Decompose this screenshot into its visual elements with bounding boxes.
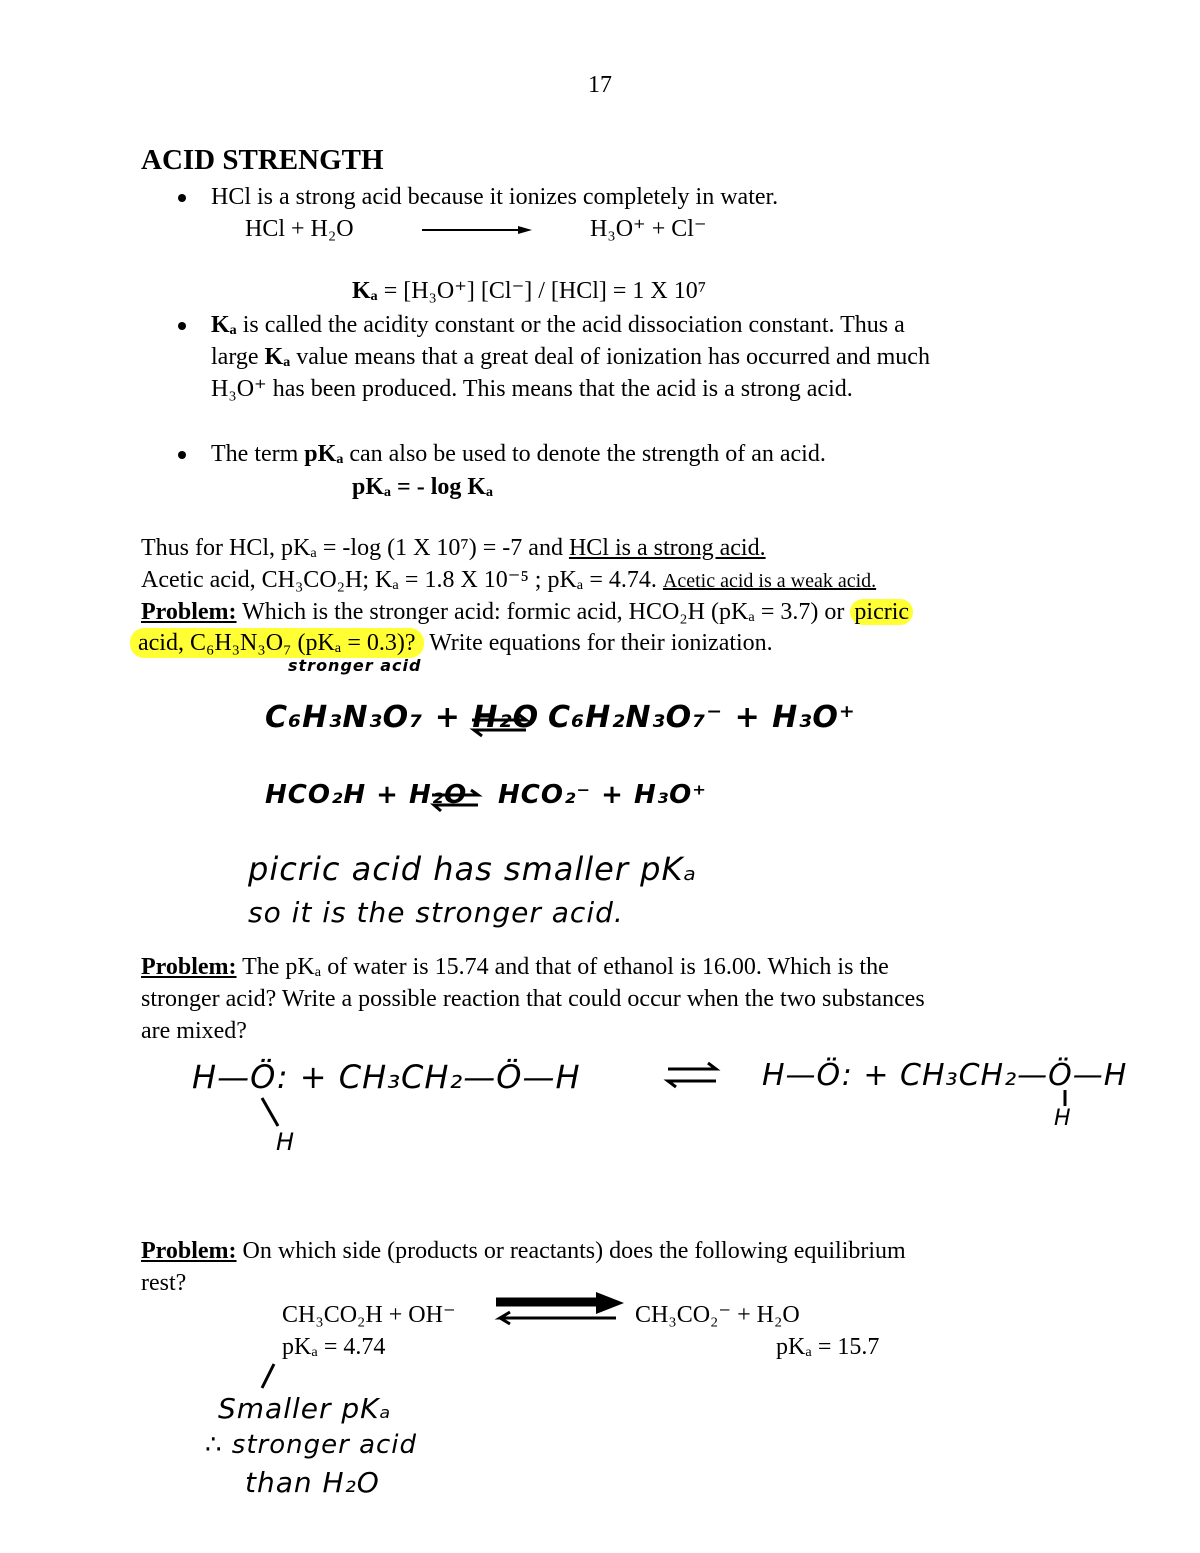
equilibrium-arrows-icon	[492, 1292, 628, 1328]
bullet	[178, 322, 186, 330]
text: is called the acidity constant or the acid dissociation constant. Thus a	[236, 312, 905, 338]
para-line	[141, 597, 913, 627]
para-line: rest?	[141, 1270, 187, 1296]
underlined-text: Acetic acid is a weak acid.	[662, 570, 877, 592]
handwritten-atom: H	[1054, 1106, 1072, 1131]
handwritten-atom: H	[276, 1128, 296, 1156]
equation-left: HCl + H₂O	[245, 216, 354, 242]
equation-right: CH₃CO₂⁻ + H₂O	[635, 1302, 800, 1328]
bullet-text: HCl is a strong acid because it ionizes completely in water.	[211, 184, 779, 210]
text: The term	[211, 441, 305, 467]
highlighted-text: acid, C₆H₃N₃O₇ (pKₐ = 0.3)?	[130, 628, 424, 658]
para-line	[141, 533, 766, 563]
text: large	[211, 344, 265, 370]
text: Which is the stronger acid: formic acid, HCO₂H (pKₐ = 3.7) or	[236, 599, 851, 625]
para-line: are mixed?	[141, 1018, 247, 1044]
ka-expression: = [H₃O⁺] [Cl⁻] / [HCl] = 1 X 10⁷	[377, 278, 707, 304]
handwritten-reaction: H—Ö: + CH₃CH₂—Ö—H	[192, 1058, 581, 1096]
handwritten-conclusion: picric acid has smaller pKₐ	[248, 850, 697, 888]
pka-value: pKₐ = 15.7	[776, 1334, 880, 1360]
handwritten-note: than H₂O	[245, 1466, 380, 1499]
equation-left: CH₃CO₂H + OH⁻	[282, 1302, 456, 1328]
text: Thus for HCl, pKₐ = -log (1 X 10⁷) = -7 and	[141, 535, 569, 561]
underlined-text: HCl is a strong acid.	[568, 535, 766, 561]
handwritten-reaction: H—Ö: + CH₃CH₂—Ö—H	[762, 1058, 1128, 1093]
ka-symbol: Kₐ	[264, 344, 291, 370]
equation-right: H₃O⁺ + Cl⁻	[590, 216, 707, 242]
equilibrium-arrows-icon	[430, 790, 482, 812]
bullet-text	[211, 310, 905, 340]
para-line: stronger acid? Write a possible reaction that could occur when the two substances	[141, 986, 925, 1012]
page-number: 17	[588, 72, 612, 98]
handwritten-conclusion: so it is the stronger acid.	[248, 896, 624, 929]
pka-formula: pKₐ = - log Kₐ	[352, 474, 494, 500]
bullet-text	[211, 342, 930, 372]
pka-value: pKₐ = 4.74	[282, 1334, 386, 1360]
handwritten-note: Smaller pKₐ	[218, 1392, 392, 1425]
text: value means that a great deal of ionization has occurred and much	[290, 344, 930, 370]
section-title: ACID STRENGTH	[141, 144, 384, 176]
arrow-icon	[422, 226, 534, 236]
problem-label: Problem:	[141, 599, 237, 625]
equilibrium-arrows-icon	[664, 1062, 720, 1090]
text: Write equations for their ionization.	[423, 630, 773, 656]
text: can also be used to denote the strength of an acid.	[343, 441, 826, 467]
para-line	[130, 628, 773, 658]
problem-label: Problem:	[141, 1238, 237, 1264]
para-line	[141, 952, 889, 982]
pka-symbol: pKₐ	[304, 441, 344, 467]
text: On which side (products or reactants) does the following equilibrium	[236, 1238, 906, 1264]
ka-symbol: Kₐ	[211, 312, 237, 338]
bullet-text: H₃O⁺ has been produced. This means that the acid is a strong acid.	[211, 376, 853, 402]
handwritten-note: stronger acid	[288, 656, 422, 675]
highlighted-text: picric	[850, 599, 913, 625]
handwritten-equation: HCO₂⁻ + H₃O⁺	[498, 780, 707, 810]
handwritten-equation: HCO₂H + H₂O	[265, 780, 468, 810]
handwritten-equation: C₆H₃N₃O₇ + H₂O	[265, 700, 540, 735]
handwritten-note: ∴ stronger acid	[205, 1430, 418, 1460]
equilibrium-arrows-icon	[470, 714, 530, 738]
ka-symbol: Kₐ	[352, 278, 378, 304]
para-line	[141, 565, 876, 596]
text: Acetic acid, CH₃CO₂H; Kₐ = 1.8 X 10⁻⁵ ; pKₐ = 4.74.	[141, 567, 663, 593]
ka-definition	[352, 276, 706, 306]
bullet	[178, 451, 186, 459]
handwritten-equation: C₆H₂N₃O₇⁻ + H₃O⁺	[548, 700, 856, 735]
bullet-text	[211, 439, 826, 469]
problem-label: Problem:	[141, 954, 237, 980]
text: The pKₐ of water is 15.74 and that of ethanol is 16.00. Which is the	[236, 954, 889, 980]
bullet	[178, 194, 186, 202]
pointer-line-icon	[258, 1362, 278, 1392]
para-line	[141, 1236, 906, 1266]
